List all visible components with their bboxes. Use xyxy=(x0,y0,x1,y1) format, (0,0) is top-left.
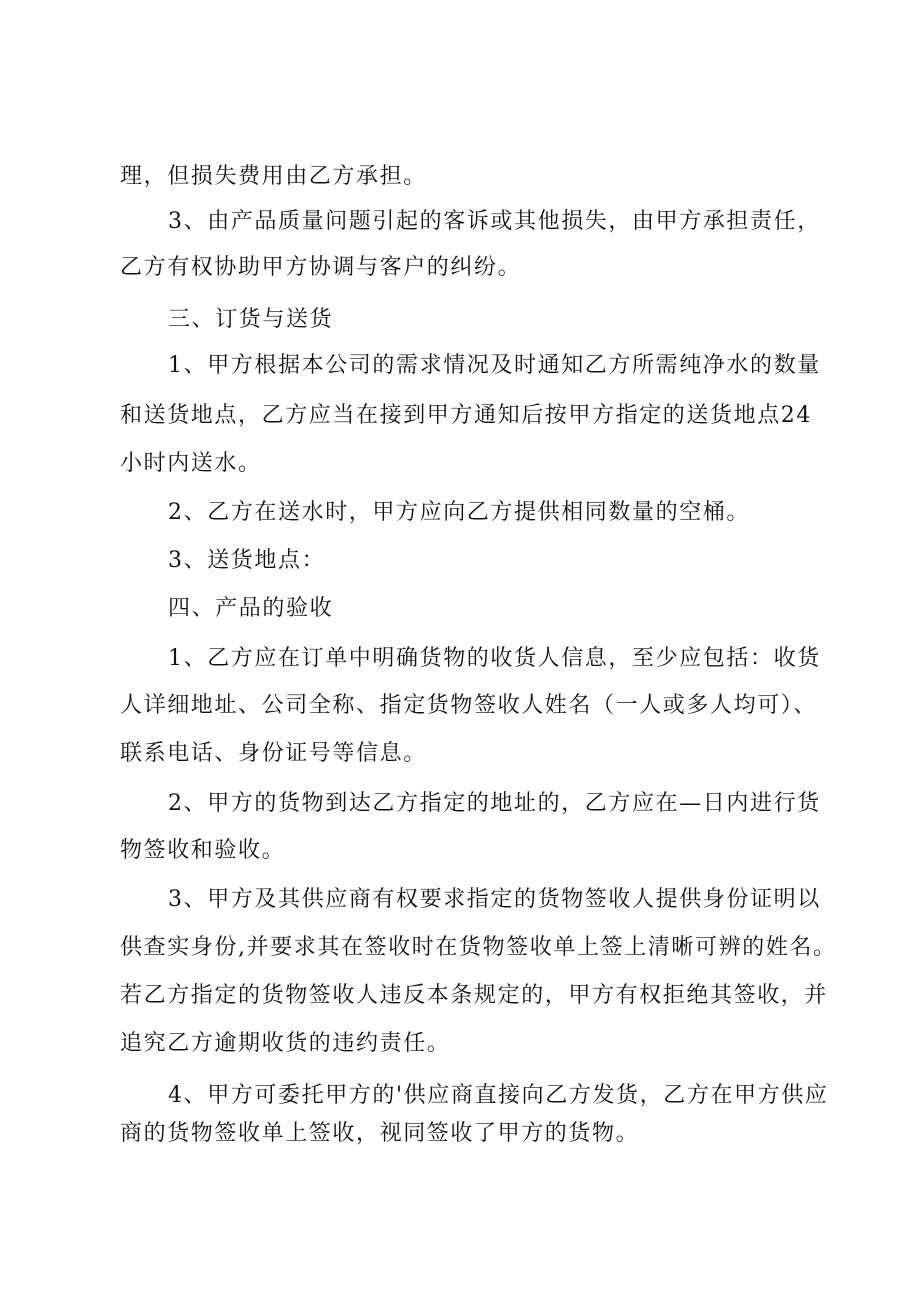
paragraph-line: 理，但损失费用由乙方承担。 xyxy=(120,164,427,189)
paragraph-line: 乙方有权协助甲方协调与客户的纠纷。 xyxy=(120,255,522,280)
paragraph-line: 1、乙方应在订单中明确货物的收货人信息，至少应包括：收货 xyxy=(168,646,821,671)
paragraph-line: 2、甲方的货物到达乙方指定的地址的，乙方应在—日内进行货 xyxy=(168,791,821,816)
paragraph-line: 2、乙方在送水时，甲方应向乙方提供相同数量的空桶。 xyxy=(168,500,750,525)
paragraph-line: 追究乙方逾期收货的违约责任。 xyxy=(120,1031,451,1056)
paragraph-line: 若乙方指定的货物签收人违反本条规定的，甲方有权拒绝其签收，并 xyxy=(120,983,829,1008)
paragraph-line: 1、甲方根据本公司的需求情况及时通知乙方所需纯净水的数量 xyxy=(168,353,821,378)
paragraph-line: 商的货物签收单上签收，视同签收了甲方的货物。 xyxy=(120,1121,640,1146)
paragraph-line: 小时内送水。 xyxy=(120,451,262,476)
section-heading-acceptance: 四、产品的验收 xyxy=(168,596,334,621)
paragraph-line: 3、送货地点： xyxy=(168,548,326,573)
section-heading-ordering: 三、订货与送货 xyxy=(168,307,334,332)
paragraph-line: 4、甲方可委托甲方的'供应商直接向乙方发货，乙方在甲方供应 xyxy=(168,1083,829,1108)
paragraph-line: 供查实身份,并要求其在签收时在货物签收单上签上清晰可辨的姓名。 xyxy=(120,935,837,960)
paragraph-line: 物签收和验收。 xyxy=(120,838,286,863)
paragraph-line: 和送货地点，乙方应当在接到甲方通知后按甲方指定的送货地点24 xyxy=(120,403,812,428)
paragraph-line: 3、由产品质量问题引起的客诉或其他损失，由甲方承担责任， xyxy=(168,209,821,234)
paragraph-line: 人详细地址、公司全称、指定货物签收人姓名（一人或多人均可）、 xyxy=(120,693,818,718)
paragraph-line: 联系电话、身份证号等信息。 xyxy=(120,741,427,766)
paragraph-line: 3、甲方及其供应商有权要求指定的货物签收人提供身份证明以 xyxy=(168,887,821,912)
